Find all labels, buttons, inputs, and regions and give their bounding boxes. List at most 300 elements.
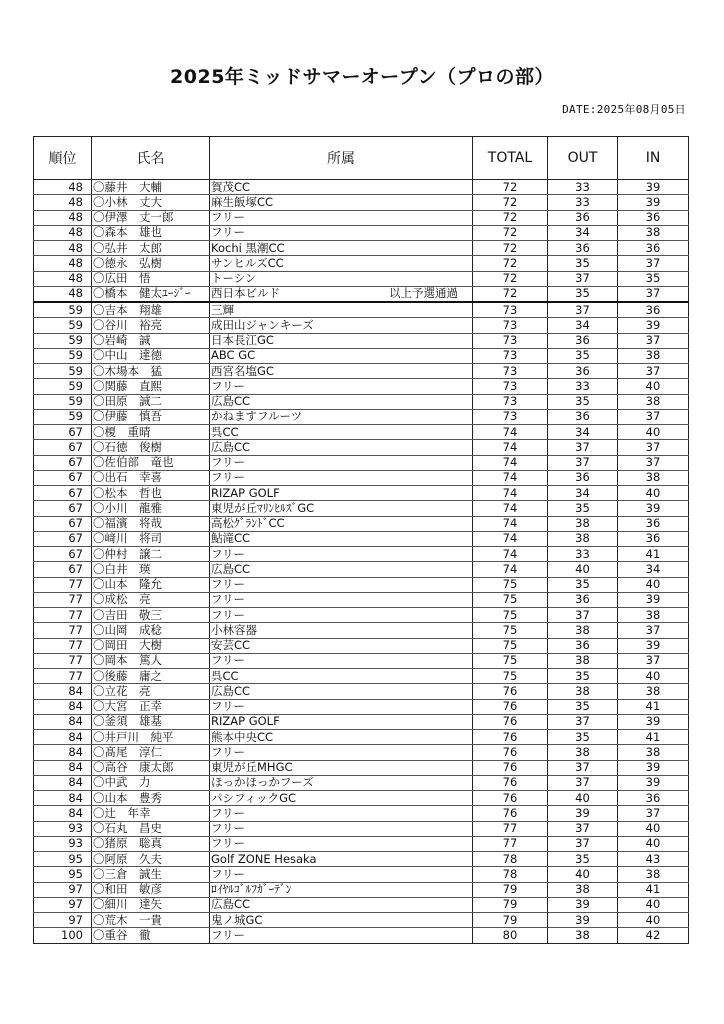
table-row bbox=[34, 836, 689, 851]
header-club: 所属 bbox=[210, 137, 473, 180]
table-row bbox=[34, 486, 689, 501]
name-cell-text: 〇三倉 誠生 bbox=[93, 866, 162, 881]
name-cell bbox=[92, 775, 210, 790]
table-row bbox=[34, 684, 689, 699]
out-cell-text: 35 bbox=[575, 255, 590, 270]
club-cell-text: フリー bbox=[211, 744, 246, 759]
rank-cell bbox=[34, 608, 92, 623]
name-cell bbox=[92, 547, 210, 562]
in-cell bbox=[618, 531, 689, 546]
total-cell bbox=[473, 256, 548, 271]
out-cell-text: 35 bbox=[575, 500, 590, 515]
out-cell-text: 37 bbox=[575, 821, 590, 836]
club-cell bbox=[210, 333, 473, 348]
name-cell bbox=[92, 592, 210, 607]
rank-cell-text: 77 bbox=[68, 577, 83, 592]
total-cell bbox=[473, 333, 548, 348]
in-cell-text: 37 bbox=[645, 622, 661, 637]
in-cell bbox=[618, 684, 689, 699]
in-cell-text: 43 bbox=[645, 851, 661, 866]
club-cell-text: RIZAP GOLF bbox=[211, 485, 280, 500]
in-cell bbox=[618, 225, 689, 240]
rank-cell-text: 48 bbox=[68, 225, 83, 240]
table-row bbox=[34, 210, 689, 225]
in-cell bbox=[618, 623, 689, 638]
name-cell bbox=[92, 608, 210, 623]
table-row bbox=[34, 730, 689, 745]
total-cell-text: 79 bbox=[502, 882, 518, 897]
rank-cell-text: 77 bbox=[68, 653, 83, 668]
out-cell-text: 36 bbox=[575, 638, 590, 653]
club-cell-text: フリー bbox=[211, 836, 246, 851]
name-cell bbox=[92, 180, 210, 195]
out-cell-text: 35 bbox=[575, 286, 590, 301]
total-cell bbox=[473, 653, 548, 668]
club-cell bbox=[210, 821, 473, 836]
rank-cell bbox=[34, 318, 92, 333]
club-cell bbox=[210, 852, 473, 867]
header-name: 氏名 bbox=[92, 137, 210, 180]
name-cell bbox=[92, 836, 210, 851]
in-cell-text: 37 bbox=[645, 363, 661, 378]
name-cell bbox=[92, 897, 210, 912]
club-cell bbox=[210, 699, 473, 714]
rank-cell-text: 95 bbox=[68, 866, 83, 881]
club-cell-text: フリー bbox=[211, 699, 246, 714]
club-cell bbox=[210, 286, 473, 302]
club-cell bbox=[210, 486, 473, 501]
out-cell-text: 36 bbox=[575, 333, 590, 348]
rank-cell-text: 67 bbox=[68, 500, 83, 515]
name-cell bbox=[92, 318, 210, 333]
rank-cell bbox=[34, 730, 92, 745]
table-row bbox=[34, 440, 689, 455]
rank-cell-text: 48 bbox=[68, 210, 83, 225]
rank-cell bbox=[34, 745, 92, 760]
in-cell-text: 35 bbox=[645, 271, 661, 286]
in-cell bbox=[618, 333, 689, 348]
name-cell-text: 〇立花 亮 bbox=[93, 683, 151, 698]
table-row bbox=[34, 455, 689, 470]
total-cell bbox=[473, 745, 548, 760]
name-cell-text: 〇伊澤 丈一郎 bbox=[93, 210, 174, 225]
out-cell-text: 37 bbox=[575, 455, 590, 470]
rank-cell-text: 77 bbox=[68, 592, 83, 607]
table-row bbox=[34, 852, 689, 867]
out-cell-text: 37 bbox=[575, 271, 590, 286]
total-cell-text: 72 bbox=[502, 286, 518, 301]
out-cell bbox=[548, 547, 618, 562]
club-cell bbox=[210, 501, 473, 516]
club-cell bbox=[210, 379, 473, 394]
table-row bbox=[34, 638, 689, 653]
club-cell-text: Golf ZONE Hesaka bbox=[211, 851, 317, 866]
total-cell-text: 73 bbox=[502, 333, 518, 348]
club-cell bbox=[210, 241, 473, 256]
out-cell bbox=[548, 562, 618, 577]
table-row bbox=[34, 241, 689, 256]
total-cell bbox=[473, 577, 548, 592]
rank-cell-text: 59 bbox=[68, 317, 83, 332]
name-cell-text: 〇大宮 正幸 bbox=[93, 699, 162, 714]
total-cell-text: 74 bbox=[502, 424, 518, 439]
club-cell-text: RIZAP GOLF bbox=[211, 714, 280, 729]
total-cell bbox=[473, 486, 548, 501]
rank-cell-text: 84 bbox=[68, 775, 83, 790]
out-cell-text: 36 bbox=[575, 240, 590, 255]
total-cell bbox=[473, 425, 548, 440]
rank-cell bbox=[34, 302, 92, 318]
in-cell bbox=[618, 486, 689, 501]
total-cell bbox=[473, 821, 548, 836]
table-row bbox=[34, 821, 689, 836]
out-cell bbox=[548, 836, 618, 851]
out-cell bbox=[548, 348, 618, 363]
table-row bbox=[34, 516, 689, 531]
rank-cell bbox=[34, 806, 92, 821]
rank-cell-text: 84 bbox=[68, 729, 83, 744]
club-cell bbox=[210, 928, 473, 943]
club-cell bbox=[210, 318, 473, 333]
out-cell-text: 40 bbox=[575, 866, 590, 881]
table-row bbox=[34, 379, 689, 394]
out-cell bbox=[548, 775, 618, 790]
in-cell bbox=[618, 882, 689, 897]
total-cell bbox=[473, 791, 548, 806]
out-cell bbox=[548, 394, 618, 409]
out-cell bbox=[548, 928, 618, 943]
club-cell bbox=[210, 684, 473, 699]
name-cell bbox=[92, 745, 210, 760]
club-cell-text: 広島CC bbox=[211, 561, 251, 576]
club-cell-text: 東児が丘MHGC bbox=[211, 760, 293, 775]
total-cell-text: 80 bbox=[502, 927, 518, 942]
in-cell-text: 39 bbox=[645, 317, 661, 332]
rank-cell bbox=[34, 241, 92, 256]
name-cell bbox=[92, 302, 210, 318]
club-cell-text: フリー bbox=[211, 546, 246, 561]
total-cell-text: 74 bbox=[502, 439, 518, 454]
rank-cell bbox=[34, 225, 92, 240]
name-cell-text: 〇谷川 裕亮 bbox=[93, 317, 162, 332]
out-cell-text: 35 bbox=[575, 851, 590, 866]
rank-cell-text: 84 bbox=[68, 805, 83, 820]
in-cell-text: 41 bbox=[645, 546, 661, 561]
in-cell bbox=[618, 241, 689, 256]
total-cell bbox=[473, 608, 548, 623]
club-cell bbox=[210, 562, 473, 577]
total-cell bbox=[473, 302, 548, 318]
name-cell-text: 〇岩崎 誠 bbox=[93, 333, 151, 348]
rank-cell-text: 84 bbox=[68, 699, 83, 714]
table-row bbox=[34, 225, 689, 240]
club-cell-text: 呉CC bbox=[211, 668, 239, 683]
rank-cell bbox=[34, 455, 92, 470]
in-cell bbox=[618, 318, 689, 333]
total-cell bbox=[473, 623, 548, 638]
rank-cell bbox=[34, 486, 92, 501]
name-cell-text: 〇広田 悟 bbox=[93, 271, 151, 286]
in-cell bbox=[618, 455, 689, 470]
rank-cell bbox=[34, 852, 92, 867]
total-cell bbox=[473, 775, 548, 790]
in-cell bbox=[618, 699, 689, 714]
header-total: TOTAL bbox=[473, 137, 548, 180]
club-cell-text: Kochi 黒潮CC bbox=[211, 240, 285, 255]
out-cell-text: 39 bbox=[575, 897, 590, 912]
club-cell-text: パシフィックGC bbox=[211, 790, 297, 805]
total-cell bbox=[473, 684, 548, 699]
name-cell-text: 〇田原 誠二 bbox=[93, 394, 162, 409]
in-cell-text: 38 bbox=[645, 607, 661, 622]
total-cell-text: 74 bbox=[502, 455, 518, 470]
in-cell-text: 40 bbox=[645, 821, 661, 836]
total-cell bbox=[473, 180, 548, 195]
club-cell-text: フリー bbox=[211, 653, 246, 668]
name-cell-text: 〇髙尾 淳仁 bbox=[93, 744, 162, 759]
name-cell bbox=[92, 271, 210, 286]
table-row bbox=[34, 623, 689, 638]
rank-cell-text: 59 bbox=[68, 409, 83, 424]
name-cell bbox=[92, 516, 210, 531]
out-cell-text: 38 bbox=[575, 516, 590, 531]
total-cell-text: 74 bbox=[502, 531, 518, 546]
name-cell-text: 〇橋本 健太ﾕｰｼﾞｰ bbox=[93, 286, 191, 301]
in-cell-text: 38 bbox=[645, 744, 661, 759]
club-cell bbox=[210, 745, 473, 760]
rank-cell bbox=[34, 623, 92, 638]
in-cell bbox=[618, 394, 689, 409]
out-cell bbox=[548, 699, 618, 714]
total-cell-text: 79 bbox=[502, 897, 518, 912]
total-cell-text: 73 bbox=[502, 409, 518, 424]
out-cell bbox=[548, 653, 618, 668]
rank-cell-text: 67 bbox=[68, 531, 83, 546]
rank-cell bbox=[34, 271, 92, 286]
club-cell-text: 賀茂CC bbox=[211, 179, 251, 194]
total-cell-text: 73 bbox=[502, 363, 518, 378]
table-row bbox=[34, 409, 689, 424]
rank-cell-text: 97 bbox=[68, 897, 83, 912]
club-cell-text: フリー bbox=[211, 225, 246, 240]
club-cell-text: 広島CC bbox=[211, 683, 251, 698]
out-cell bbox=[548, 409, 618, 424]
in-cell-text: 39 bbox=[645, 194, 661, 209]
in-cell bbox=[618, 638, 689, 653]
in-cell bbox=[618, 730, 689, 745]
club-cell bbox=[210, 425, 473, 440]
total-cell bbox=[473, 470, 548, 485]
name-cell bbox=[92, 470, 210, 485]
in-cell-text: 39 bbox=[645, 714, 661, 729]
total-cell-text: 73 bbox=[502, 394, 518, 409]
out-cell-text: 36 bbox=[575, 363, 590, 378]
in-cell-text: 37 bbox=[645, 409, 661, 424]
rank-cell bbox=[34, 775, 92, 790]
total-cell-text: 75 bbox=[502, 592, 518, 607]
total-cell-text: 77 bbox=[502, 836, 518, 851]
name-cell-text: 〇和田 敏彦 bbox=[93, 882, 162, 897]
club-cell-text: フリー bbox=[211, 607, 246, 622]
rank-cell-text: 97 bbox=[68, 882, 83, 897]
table-header-row bbox=[34, 137, 689, 180]
total-cell-text: 76 bbox=[502, 714, 518, 729]
out-cell bbox=[548, 608, 618, 623]
total-cell bbox=[473, 913, 548, 928]
out-cell-text: 33 bbox=[575, 378, 590, 393]
in-cell-text: 39 bbox=[645, 760, 661, 775]
rank-cell bbox=[34, 286, 92, 302]
in-cell-text: 38 bbox=[645, 225, 661, 240]
out-cell-text: 33 bbox=[575, 179, 590, 194]
name-cell-text: 〇石徳 俊樹 bbox=[93, 439, 162, 454]
name-cell bbox=[92, 256, 210, 271]
out-cell-text: 40 bbox=[575, 790, 590, 805]
table-row bbox=[34, 653, 689, 668]
out-cell bbox=[548, 791, 618, 806]
club-cell bbox=[210, 195, 473, 210]
table-row bbox=[34, 470, 689, 485]
name-cell bbox=[92, 562, 210, 577]
table-row bbox=[34, 745, 689, 760]
rank-cell bbox=[34, 256, 92, 271]
name-cell bbox=[92, 501, 210, 516]
table-row bbox=[34, 394, 689, 409]
total-cell-text: 74 bbox=[502, 500, 518, 515]
rank-cell bbox=[34, 394, 92, 409]
out-cell-text: 37 bbox=[575, 775, 590, 790]
in-cell-text: 39 bbox=[645, 638, 661, 653]
table-row bbox=[34, 318, 689, 333]
total-cell-text: 72 bbox=[502, 225, 518, 240]
in-cell-text: 38 bbox=[645, 866, 661, 881]
name-cell-text: 〇石丸 昌史 bbox=[93, 821, 162, 836]
report-date: DATE:2025年08月05日 bbox=[562, 103, 686, 116]
total-cell bbox=[473, 195, 548, 210]
total-cell bbox=[473, 210, 548, 225]
total-cell bbox=[473, 394, 548, 409]
name-cell bbox=[92, 409, 210, 424]
total-cell bbox=[473, 348, 548, 363]
out-cell-text: 40 bbox=[575, 561, 590, 576]
in-cell-text: 36 bbox=[645, 516, 661, 531]
table-row bbox=[34, 806, 689, 821]
rank-cell bbox=[34, 409, 92, 424]
rank-cell bbox=[34, 195, 92, 210]
out-cell bbox=[548, 486, 618, 501]
rank-cell-text: 67 bbox=[68, 485, 83, 500]
rank-cell bbox=[34, 836, 92, 851]
out-cell-text: 36 bbox=[575, 409, 590, 424]
rank-cell bbox=[34, 425, 92, 440]
in-cell bbox=[618, 714, 689, 729]
rank-cell-text: 93 bbox=[68, 836, 83, 851]
out-cell-text: 36 bbox=[575, 470, 590, 485]
rank-cell bbox=[34, 592, 92, 607]
club-cell-text: トーシン bbox=[211, 271, 257, 286]
total-cell-text: 75 bbox=[502, 577, 518, 592]
total-cell-text: 76 bbox=[502, 683, 518, 698]
name-cell bbox=[92, 210, 210, 225]
out-cell bbox=[548, 210, 618, 225]
name-cell bbox=[92, 852, 210, 867]
name-cell bbox=[92, 348, 210, 363]
rank-cell-text: 48 bbox=[68, 271, 83, 286]
rank-cell bbox=[34, 913, 92, 928]
club-cell-text: フリー bbox=[211, 927, 246, 942]
table-row bbox=[34, 775, 689, 790]
out-cell-text: 33 bbox=[575, 194, 590, 209]
rank-cell bbox=[34, 440, 92, 455]
total-cell bbox=[473, 516, 548, 531]
out-cell bbox=[548, 333, 618, 348]
club-cell bbox=[210, 348, 473, 363]
out-cell bbox=[548, 318, 618, 333]
club-cell bbox=[210, 882, 473, 897]
results-table bbox=[33, 136, 689, 944]
in-cell bbox=[618, 501, 689, 516]
name-cell bbox=[92, 440, 210, 455]
total-cell bbox=[473, 669, 548, 684]
total-cell-text: 78 bbox=[502, 851, 518, 866]
name-cell-text: 〇中武 力 bbox=[93, 775, 151, 790]
table-row bbox=[34, 531, 689, 546]
club-cell bbox=[210, 409, 473, 424]
name-cell bbox=[92, 653, 210, 668]
name-cell bbox=[92, 913, 210, 928]
out-cell-text: 38 bbox=[575, 531, 590, 546]
club-cell bbox=[210, 638, 473, 653]
rank-cell bbox=[34, 501, 92, 516]
rank-cell-text: 48 bbox=[68, 179, 83, 194]
in-cell bbox=[618, 440, 689, 455]
out-cell-text: 35 bbox=[575, 668, 590, 683]
total-cell bbox=[473, 592, 548, 607]
out-cell bbox=[548, 867, 618, 882]
in-cell-text: 37 bbox=[645, 286, 661, 301]
table-row bbox=[34, 791, 689, 806]
out-cell bbox=[548, 684, 618, 699]
out-cell bbox=[548, 470, 618, 485]
name-cell-text: 〇伊藤 慎吾 bbox=[93, 409, 162, 424]
out-cell-text: 36 bbox=[575, 592, 590, 607]
name-cell-text: 〇木場本 猛 bbox=[93, 363, 162, 378]
club-cell-text: 日本長江GC bbox=[211, 333, 274, 348]
club-cell bbox=[210, 516, 473, 531]
total-cell bbox=[473, 379, 548, 394]
out-cell-text: 38 bbox=[575, 683, 590, 698]
in-cell bbox=[618, 669, 689, 684]
name-cell bbox=[92, 714, 210, 729]
out-cell bbox=[548, 302, 618, 318]
cut-line-note: 以上予選通過 bbox=[389, 286, 458, 301]
header-out: OUT bbox=[548, 137, 618, 180]
name-cell-text: 〇小川 龍雅 bbox=[93, 500, 162, 515]
total-cell-text: 72 bbox=[502, 240, 518, 255]
out-cell bbox=[548, 180, 618, 195]
in-cell-text: 39 bbox=[645, 775, 661, 790]
name-cell-text: 〇高谷 康太郎 bbox=[93, 760, 174, 775]
total-cell-text: 75 bbox=[502, 638, 518, 653]
name-cell bbox=[92, 867, 210, 882]
out-cell bbox=[548, 531, 618, 546]
rank-cell bbox=[34, 669, 92, 684]
in-cell-text: 37 bbox=[645, 455, 661, 470]
out-cell-text: 34 bbox=[575, 317, 590, 332]
table-row bbox=[34, 547, 689, 562]
total-cell-text: 73 bbox=[502, 317, 518, 332]
in-cell bbox=[618, 836, 689, 851]
